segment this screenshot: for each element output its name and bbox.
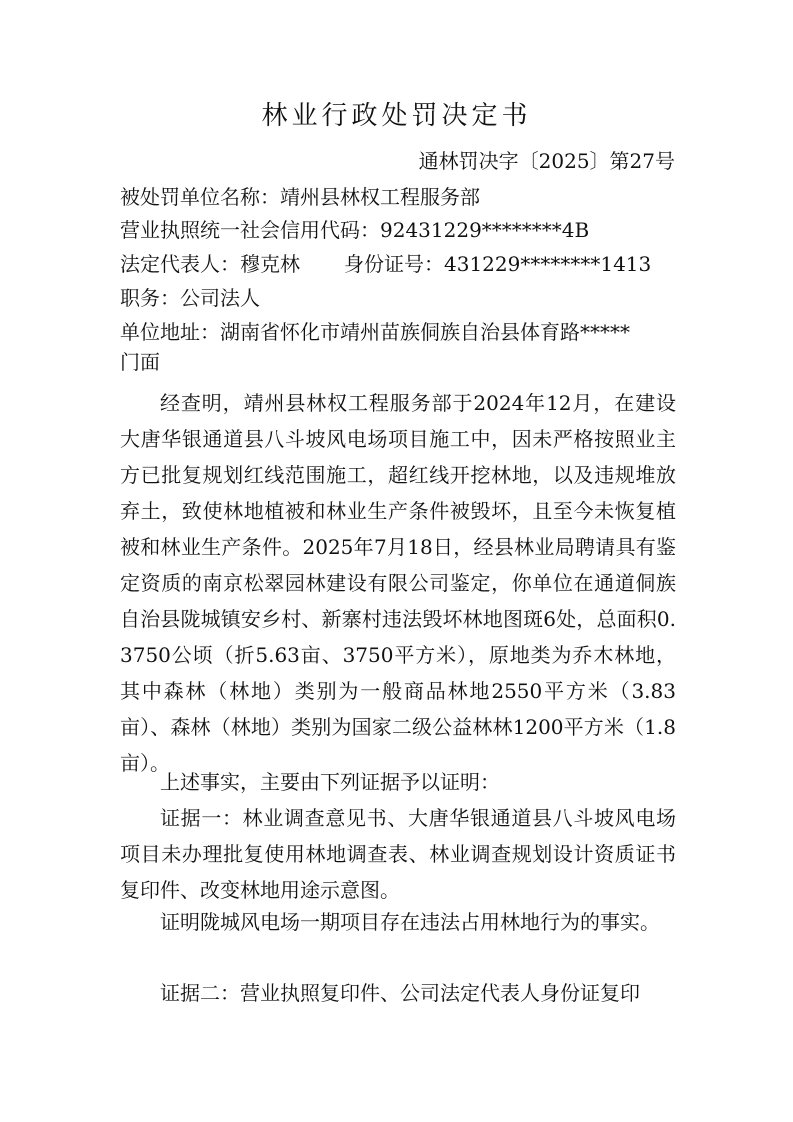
party-name-line: 被处罚单位名称：靖州县林权工程服务部: [120, 185, 480, 209]
address-line-1: 单位地址：湖南省怀化市靖州苗族侗族自治县体育路*****: [120, 320, 630, 344]
id-number: 身份证号：431229********1413: [344, 252, 652, 276]
legal-representative: 法定代表人：穆克林: [120, 252, 300, 276]
legal-rep-row: [120, 249, 651, 279]
evidence-one-proof-paragraph: 证明陇城风电场一期项目存在违法占用林地行为的事实。: [160, 910, 660, 934]
document-title: 林业行政处罚决定书: [261, 101, 532, 131]
position-line: 职务：公司法人: [120, 286, 260, 310]
document-number: 通林罚决字〔2025〕第27号: [418, 149, 675, 173]
findings-paragraph: 经查明，靖州县林权工程服务部于2024年12月，在建设大唐华银通道县八斗坡风电场项目施工中，因未严格按照业主方已批复规划红线范围施工，超红线开挖林地，以及违规堆放弃土，致使林地植被和林业生产条件被毁坏，且至今未恢复植被和林业生产条件。2025年7月18日，经县林业局聘请具有鉴定资质的南京松翠园林建设有限公司鉴定，你单位在通道侗族自治县陇城镇安乡村、新寨村违法毁坏林地图斑6处，总面积0.3750公顷（折5.63亩、3750平方米），原地类为乔木林地，其中森林（林地）类别为一般商品林地2550平方米（3.83亩）、森林（林地）类别为国家二级公益林林1200平方米（1.8亩）。: [120, 391, 676, 775]
evidence-one-paragraph: 证据一：林业调查意见书、大唐华银通道县八斗坡风电场项目未办理批复使用林地调查表、林业调查规划设计资质证书复印件、改变林地用途示意图。: [120, 806, 676, 902]
evidence-intro-paragraph: 上述事实，主要由下列证据予以证明：: [160, 770, 500, 794]
evidence-two-paragraph: 证据二：营业执照复印件、公司法定代表人身份证复印: [160, 981, 640, 1005]
address-line-2: 门面: [120, 350, 160, 374]
credit-code-line: 营业执照统一社会信用代码：92431229********4B: [120, 218, 590, 242]
